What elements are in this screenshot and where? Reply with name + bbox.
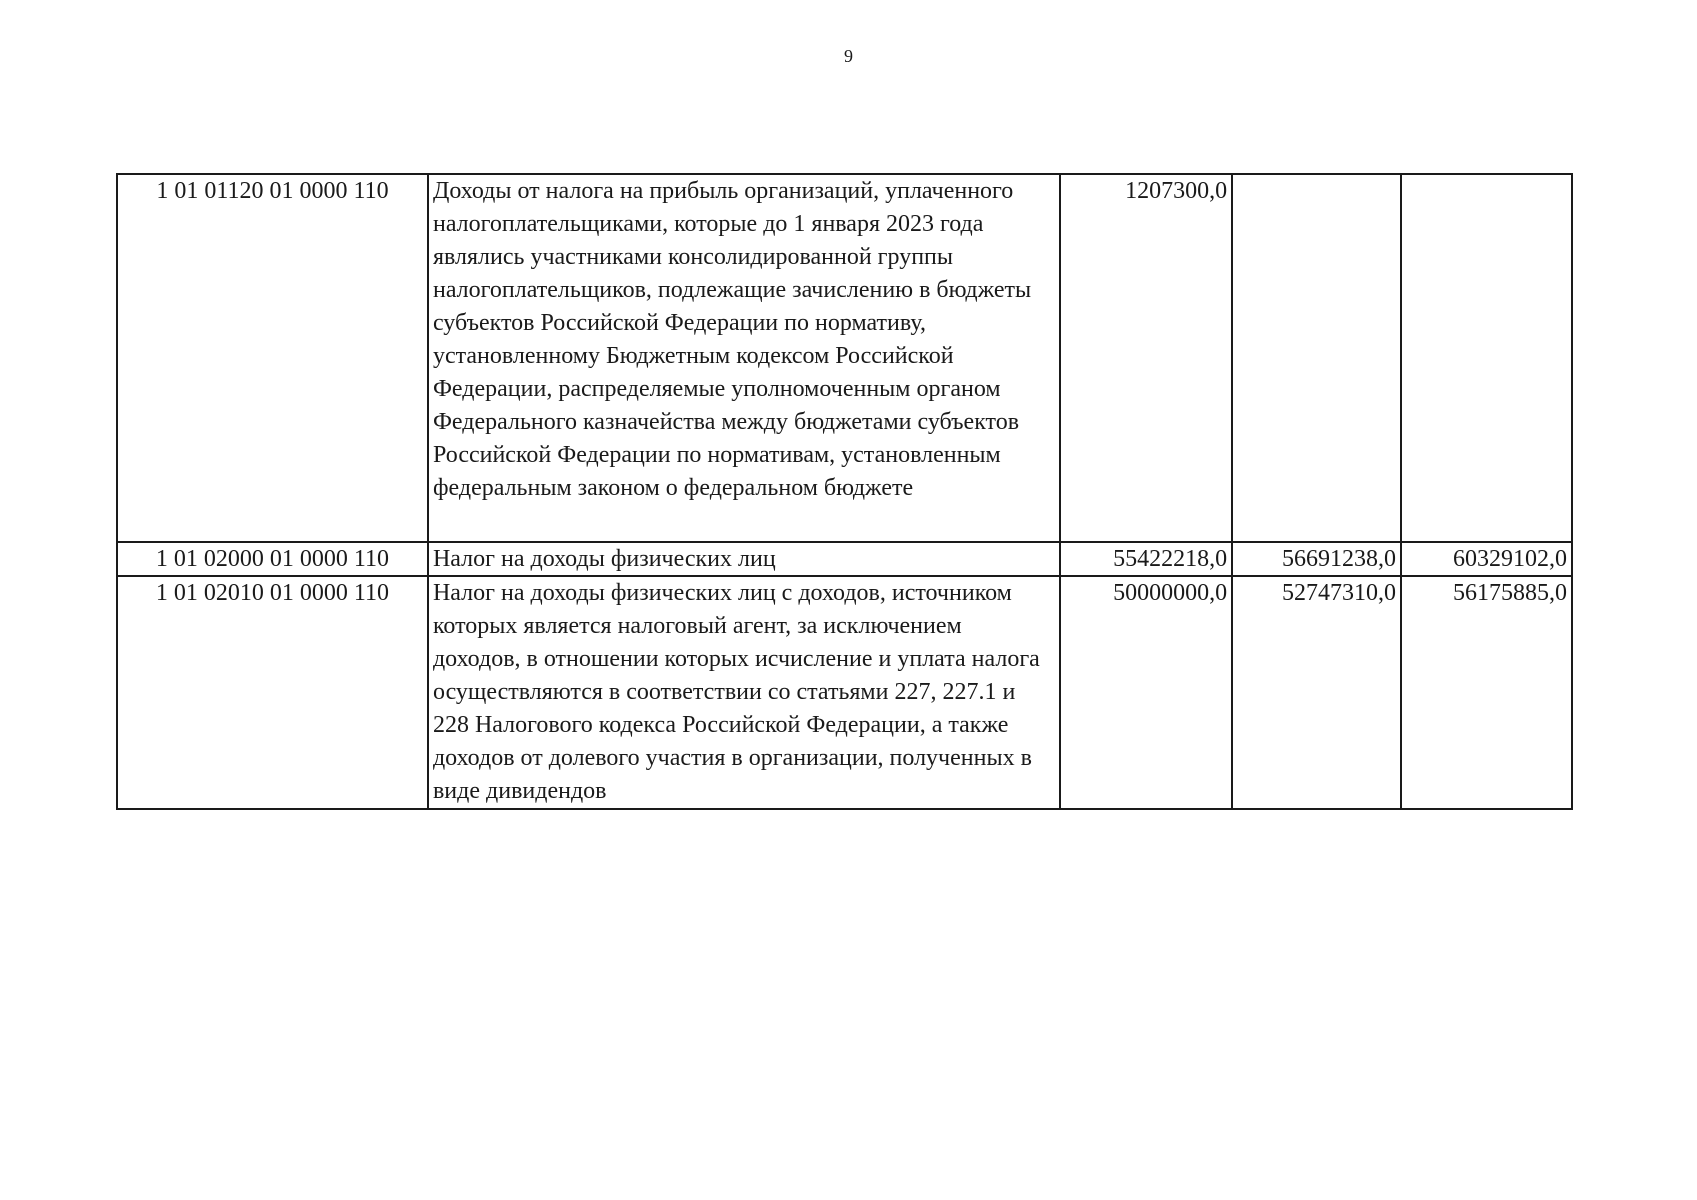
amount-cell-2 [1232, 174, 1401, 542]
amount-cell-3: 60329102,0 [1401, 542, 1572, 576]
budget-code-cell: 1 01 01120 01 0000 110 [117, 174, 428, 542]
revenue-name-cell: Доходы от налога на прибыль организаций, уплаченного налогоплательщиками, которые до 1 января 2023 года являлись участниками консолидированной группы налогоплательщиков, подлежащие зачислению в бюджеты субъектов Российской Федерации по нормативу, установленному Бюджетным кодексом Российской Федерации, распределяемые уполномоченным органом Федерального казначейства между бюджетами субъектов Российской Федерации по нормативам, установленным федеральным законом о федеральном бюджете [428, 174, 1060, 542]
table-row [117, 542, 1572, 576]
table-row [117, 174, 1572, 542]
amount-cell-1: 1207300,0 [1060, 174, 1232, 542]
amount-cell-2: 56691238,0 [1232, 542, 1401, 576]
budget-code-cell: 1 01 02010 01 0000 110 [117, 576, 428, 809]
revenue-name-cell: Налог на доходы физических лиц с доходов, источником которых является налоговый агент, за исключением доходов, в отношении которых исчисление и уплата налога осуществляются в соответствии со статьями 227, 227.1 и 228 Налогового кодекса Российской Федерации, а также доходов от долевого участия в организации, полученных в виде дивидендов [428, 576, 1060, 809]
amount-cell-1: 50000000,0 [1060, 576, 1232, 809]
revenue-name-cell: Налог на доходы физических лиц [428, 542, 1060, 576]
table-row [117, 576, 1572, 809]
budget-code-cell: 1 01 02000 01 0000 110 [117, 542, 428, 576]
amount-cell-1: 55422218,0 [1060, 542, 1232, 576]
amount-cell-3 [1401, 174, 1572, 542]
amount-cell-2: 52747310,0 [1232, 576, 1401, 809]
page-number: 9 [844, 46, 853, 66]
amount-cell-3: 56175885,0 [1401, 576, 1572, 809]
revenue-table [116, 173, 1573, 810]
